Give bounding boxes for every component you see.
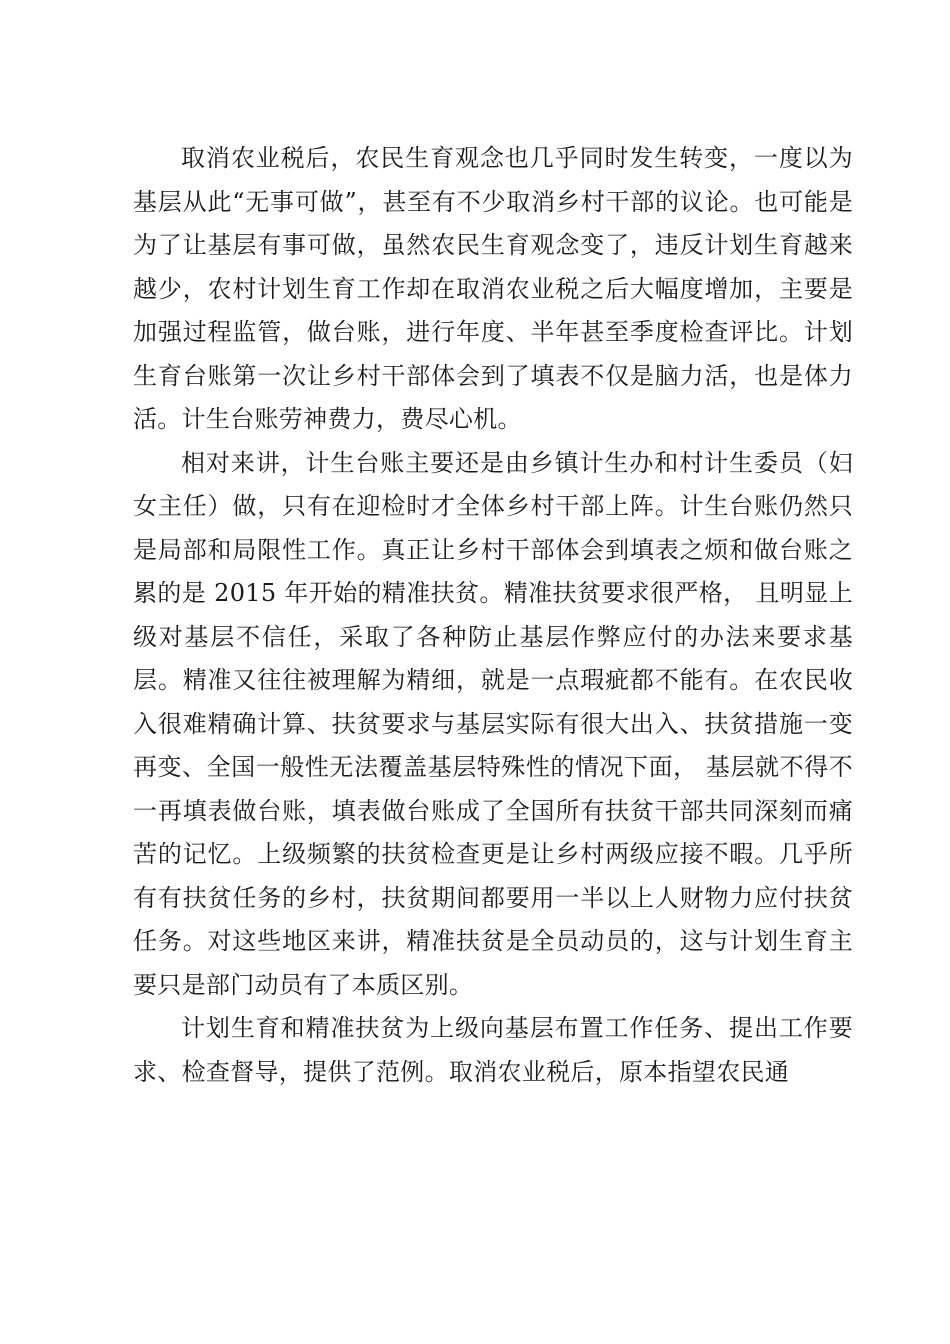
paragraph-2: 相对来讲，计生台账主要还是由乡镇计生办和村计生委员（妇女主任）做，只有在迎检时才全体乡村干部上阵。计生台账仍然只是局部和局限性工作。真正让乡村干部体会到填表之烦和做台账之累的是 2015 年开始的精准扶贫。精准扶贫要求很严格， 且明显上级对基层不信任，采取了各种防止基层作弊应付的办法来要求基层。精准又往往被理解为精细，就是一点瑕疵都不能有。在农民收入很难精确计算、扶贫要求与基层实际有很大出入、扶贫措施一变再变、全国一般性无法覆盖基层特殊性的情况下面， 基层就不得不一再填表做台账，填表做台账成了全国所有扶贫干部共同深刻而痛苦的记忆。上级频繁的扶贫检查更是让乡村两级应接不暇。几乎所有有扶贫任务的乡村，扶贫期间都要用一半以上人财物力应付扶贫任务。对这些地区来讲，精准扶贫是全员动员的，这与计划生育主要只是部门动员有了本质区别。 [133, 448, 853, 999]
paragraph-1: 取消农业税后，农民生育观念也几乎同时发生转变，一度以为基层从此“无事可做”，甚至有不少取消乡村干部的议论。也可能是为了让基层有事可做，虽然农民生育观念变了，违反计划生育越来越少，农村计划生育工作却在取消农业税之后大幅度增加，主要是加强过程监管，做台账，进行年度、半年甚至季度检查评比。计划生育台账第一次让乡村干部体会到了填表不仅是脑力活，也是体力活。计生台账劳神费力，费尽心机。 [133, 144, 853, 433]
paragraph-3: 计划生育和精准扶贫为上级向基层布置工作任务、提出工作要求、检查督导，提供了范例。取消农业税后，原本指望农民通 [133, 1014, 853, 1086]
document-body [133, 137, 853, 1094]
